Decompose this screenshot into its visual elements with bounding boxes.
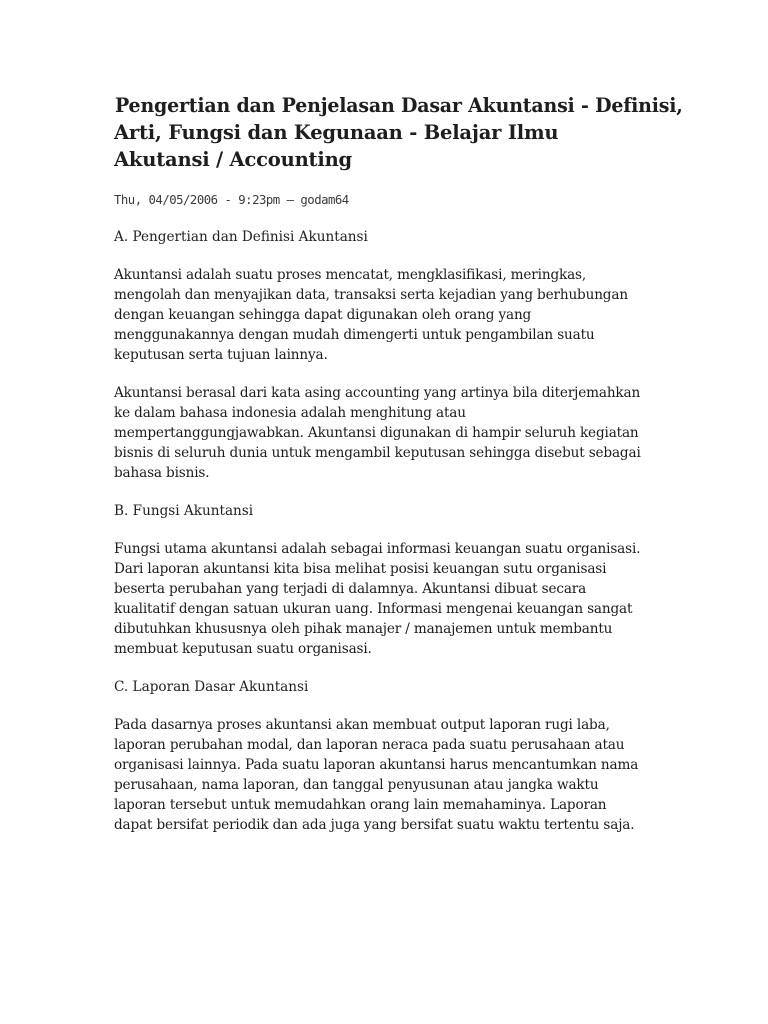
text-line: organisasi lainnya. Pada suatu laporan akuntansi harus mencantumkan nama bbox=[114, 757, 639, 773]
text-line: Pada dasarnya proses akuntansi akan membuat output laporan rugi laba, bbox=[114, 717, 610, 733]
text-line: mengolah dan menyajikan data, transaksi serta kejadian yang berhubungan bbox=[114, 287, 628, 303]
text-line: dibutuhkan khususnya oleh pihak manajer / manajemen untuk membantu bbox=[114, 621, 613, 637]
text-line: laporan tersebut untuk memudahkan orang lain memahaminya. Laporan bbox=[114, 797, 607, 813]
paragraph bbox=[114, 539, 662, 659]
paragraph bbox=[114, 715, 662, 835]
text-line: bisnis di seluruh dunia untuk mengambil keputusan sehingga disebut sebagai bbox=[114, 445, 641, 461]
text-line: dapat bersifat periodik dan ada juga yang bersifat suatu waktu tertentu saja. bbox=[114, 817, 635, 833]
text-line: perusahaan, nama laporan, dan tanggal penyusunan atau jangka waktu bbox=[114, 777, 599, 793]
text-line: laporan perubahan modal, dan laporan neraca pada suatu perusahaan atau bbox=[114, 737, 625, 753]
text-line: membuat keputusan suatu organisasi. bbox=[114, 641, 372, 657]
paragraph bbox=[114, 265, 662, 365]
text-line: ke dalam bahasa indonesia adalah menghitung atau bbox=[114, 405, 466, 421]
text-line: Fungsi utama akuntansi adalah sebagai informasi keuangan suatu organisasi. bbox=[114, 541, 641, 557]
title-line: Arti, Fungsi dan Kegunaan - Belajar Ilmu bbox=[114, 121, 559, 144]
text-line: beserta perubahan yang terjadi di dalamnya. Akuntansi dibuat secara bbox=[114, 581, 587, 597]
title-line: Akutansi / Accounting bbox=[114, 148, 352, 171]
document-page bbox=[114, 92, 683, 835]
text-line: Dari laporan akuntansi kita bisa melihat posisi keuangan sutu organisasi bbox=[114, 561, 607, 577]
section-heading-a: A. Pengertian dan Definisi Akuntansi bbox=[114, 229, 368, 245]
text-line: kualitatif dengan satuan ukuran uang. Informasi mengenai keuangan sangat bbox=[114, 601, 633, 617]
article-title bbox=[114, 92, 683, 173]
post-meta: Thu, 04/05/2006 - 9:23pm — godam64 bbox=[114, 193, 349, 207]
title-line: Pengertian dan Penjelasan Dasar Akuntansi - Definisi, bbox=[114, 94, 683, 117]
section-heading-b: B. Fungsi Akuntansi bbox=[114, 503, 254, 519]
text-line: keputusan serta tujuan lainnya. bbox=[114, 347, 328, 363]
section-heading-c: C. Laporan Dasar Akuntansi bbox=[114, 679, 309, 695]
text-line: Akuntansi adalah suatu proses mencatat, mengklasifikasi, meringkas, bbox=[114, 267, 587, 283]
text-line: Akuntansi berasal dari kata asing accounting yang artinya bila diterjemahkan bbox=[114, 385, 641, 401]
paragraph bbox=[114, 383, 662, 483]
text-line: menggunakannya dengan mudah dimengerti untuk pengambilan suatu bbox=[114, 327, 595, 343]
text-line: dengan keuangan sehingga dapat digunakan oleh orang yang bbox=[114, 307, 532, 323]
text-line: mempertanggungjawabkan. Akuntansi digunakan di hampir seluruh kegiatan bbox=[114, 425, 639, 441]
text-line: bahasa bisnis. bbox=[114, 465, 210, 481]
